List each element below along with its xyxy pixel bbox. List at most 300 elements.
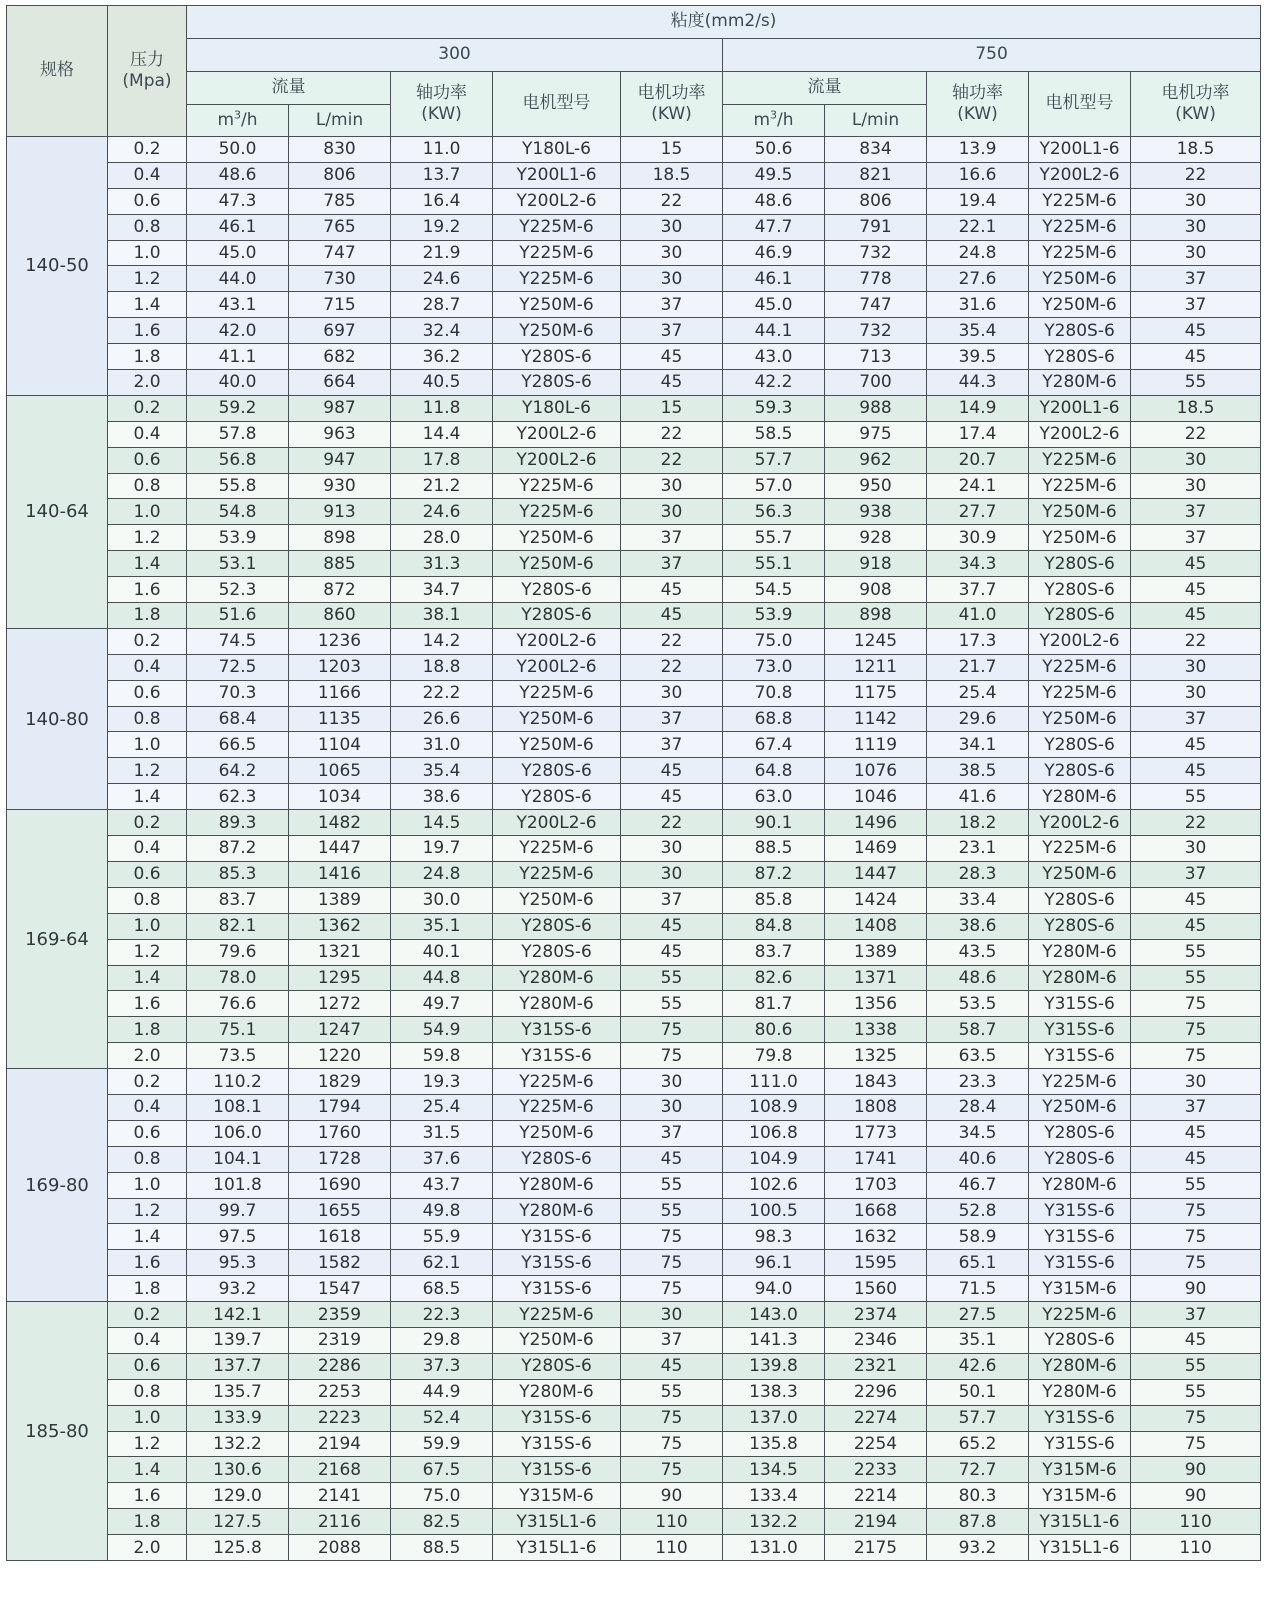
shaft-power-cell: 17.8 (391, 447, 493, 473)
flow-m3h-cell: 134.5 (723, 1457, 825, 1483)
motor-power-unit: (KW) (651, 104, 692, 124)
shaft-power-cell: 18.2 (927, 810, 1029, 836)
flow-m3h-cell: 80.6 (723, 1017, 825, 1043)
flow-lmin-cell: 1632 (825, 1224, 927, 1250)
flow-m3h-cell: 70.3 (187, 680, 289, 706)
motor-model-cell: Y280S-6 (1029, 551, 1131, 577)
flow-m3h-cell: 68.8 (723, 706, 825, 732)
shaft-power-cell: 40.6 (927, 1146, 1029, 1172)
motor-power-cell: 37 (1131, 706, 1261, 732)
flow-lmin-cell: 1272 (289, 991, 391, 1017)
flow-lmin-cell: 947 (289, 447, 391, 473)
pressure-cell: 0.2 (108, 137, 187, 163)
motor-power-cell: 75 (1131, 1405, 1261, 1431)
flow-lmin-cell: 1416 (289, 861, 391, 887)
motor-model-cell: Y225M-6 (1029, 1069, 1131, 1095)
motor-model-cell: Y225M-6 (493, 473, 621, 499)
flow-lmin-cell: 898 (289, 525, 391, 551)
pressure-cell: 1.8 (108, 603, 187, 629)
shaft-power-cell: 65.2 (927, 1431, 1029, 1457)
shaft-power-cell: 54.9 (391, 1017, 493, 1043)
shaft-power-cell: 52.4 (391, 1405, 493, 1431)
motor-model-cell: Y225M-6 (493, 1069, 621, 1095)
table-row (7, 861, 1261, 887)
flow-lmin-header: L/min (825, 105, 927, 137)
motor-power-cell: 110 (621, 1535, 723, 1561)
flow-m3h-cell: 143.0 (723, 1302, 825, 1328)
motor-power-cell: 45 (621, 344, 723, 370)
flow-lmin-cell: 778 (825, 266, 927, 292)
viscosity-300-header: 300 (187, 39, 723, 72)
flow-lmin-cell: 1389 (289, 887, 391, 913)
flow-m3h-cell: 54.8 (187, 499, 289, 525)
spec-group (7, 628, 1261, 809)
table-row (7, 551, 1261, 577)
motor-power-cell: 75 (621, 1250, 723, 1276)
motor-power-cell: 37 (621, 887, 723, 913)
shaft-power-cell: 42.6 (927, 1353, 1029, 1379)
motor-model-cell: Y250M-6 (493, 1120, 621, 1146)
motor-power-cell: 55 (621, 965, 723, 991)
motor-power-cell: 110 (621, 1509, 723, 1535)
flow-lmin-cell: 1447 (825, 861, 927, 887)
table-row (7, 318, 1261, 344)
shaft-power-cell: 49.8 (391, 1198, 493, 1224)
flow-lmin-cell: 1618 (289, 1224, 391, 1250)
pressure-label: 压力 (130, 49, 164, 70)
shaft-power-cell: 38.1 (391, 603, 493, 629)
flow-lmin-cell: 1175 (825, 680, 927, 706)
flow-lmin-cell: 938 (825, 499, 927, 525)
motor-model-cell: Y280M-6 (493, 991, 621, 1017)
table-row (7, 240, 1261, 266)
motor-model-cell: Y225M-6 (493, 499, 621, 525)
table-row (7, 913, 1261, 939)
pressure-cell: 0.4 (108, 654, 187, 680)
flow-m3h-cell: 50.0 (187, 137, 289, 163)
shaft-power-cell: 22.1 (927, 214, 1029, 240)
flow-m3h-cell: 44.0 (187, 266, 289, 292)
flow-lmin-cell: 1371 (825, 965, 927, 991)
shaft-power-cell: 23.1 (927, 836, 1029, 862)
motor-model-cell: Y280S-6 (493, 603, 621, 629)
motor-power-cell: 45 (621, 913, 723, 939)
spec-group (7, 1302, 1261, 1561)
flow-lmin-cell: 747 (289, 240, 391, 266)
motor-power-cell: 75 (1131, 1198, 1261, 1224)
spec-group (7, 395, 1261, 628)
flow-m3h-cell: 138.3 (723, 1379, 825, 1405)
spec-cell: 185-80 (7, 1302, 108, 1561)
motor-power-cell: 37 (1131, 525, 1261, 551)
shaft-power-cell: 21.9 (391, 240, 493, 266)
motor-model-cell: Y280M-6 (1029, 965, 1131, 991)
pressure-cell: 0.8 (108, 887, 187, 913)
shaft-power-cell: 27.5 (927, 1302, 1029, 1328)
flow-m3h-cell: 108.9 (723, 1094, 825, 1120)
table-row (7, 603, 1261, 629)
motor-model-cell: Y315M-6 (493, 1483, 621, 1509)
flow-lmin-cell: 1829 (289, 1069, 391, 1095)
flow-m3h-cell: 87.2 (187, 836, 289, 862)
flow-lmin-cell: 950 (825, 473, 927, 499)
flow-lmin-cell: 1690 (289, 1172, 391, 1198)
motor-power-cell: 55 (1131, 965, 1261, 991)
motor-power-cell: 45 (621, 758, 723, 784)
motor-model-cell: Y315S-6 (1029, 1198, 1131, 1224)
shaft-power-cell: 34.3 (927, 551, 1029, 577)
shaft-power-cell: 21.2 (391, 473, 493, 499)
motor-model-cell: Y315S-6 (493, 1250, 621, 1276)
motor-power-cell: 30 (1131, 214, 1261, 240)
pressure-cell: 1.2 (108, 1198, 187, 1224)
shaft-power-cell: 11.0 (391, 137, 493, 163)
table-row (7, 395, 1261, 421)
motor-power-cell: 22 (1131, 628, 1261, 654)
flow-m3h-cell: 47.7 (723, 214, 825, 240)
motor-power-unit: (KW) (1175, 104, 1216, 124)
shaft-power-cell: 38.5 (927, 758, 1029, 784)
flow-lmin-cell: 791 (825, 214, 927, 240)
motor-model-cell: Y200L2-6 (493, 654, 621, 680)
flow-lmin-cell: 2359 (289, 1302, 391, 1328)
shaft-power-cell: 87.8 (927, 1509, 1029, 1535)
shaft-power-cell: 28.4 (927, 1094, 1029, 1120)
flow-m3h-cell: 94.0 (723, 1276, 825, 1302)
motor-model-cell: Y280S-6 (493, 913, 621, 939)
motor-power-cell: 22 (1131, 421, 1261, 447)
table-row (7, 784, 1261, 810)
flow-lmin-cell: 1560 (825, 1276, 927, 1302)
table-row (7, 1224, 1261, 1250)
shaft-power-cell: 88.5 (391, 1535, 493, 1561)
flow-m3h-cell: 133.4 (723, 1483, 825, 1509)
flow-m3h-cell: 137.0 (723, 1405, 825, 1431)
flow-lmin-cell: 1245 (825, 628, 927, 654)
shaft-power-cell: 24.1 (927, 473, 1029, 499)
pressure-cell: 1.0 (108, 1172, 187, 1198)
pressure-cell: 0.2 (108, 1302, 187, 1328)
spec-group (7, 137, 1261, 396)
motor-model-cell: Y250M-6 (1029, 266, 1131, 292)
flow-lmin-cell: 975 (825, 421, 927, 447)
shaft-power-cell: 52.8 (927, 1198, 1029, 1224)
shaft-power-cell: 63.5 (927, 1043, 1029, 1069)
motor-model-cell: Y250M-6 (493, 292, 621, 318)
shaft-power-cell: 58.7 (927, 1017, 1029, 1043)
motor-model-cell: Y280S-6 (1029, 1146, 1131, 1172)
motor-power-cell: 37 (1131, 861, 1261, 887)
shaft-power-cell: 28.0 (391, 525, 493, 551)
motor-model-cell: Y250M-6 (1029, 292, 1131, 318)
motor-power-cell: 37 (1131, 292, 1261, 318)
motor-power-cell: 30 (621, 680, 723, 706)
spec-header: 规格 (7, 6, 108, 137)
shaft-power-cell: 19.7 (391, 836, 493, 862)
flow-m3h-cell: 83.7 (723, 939, 825, 965)
motor-model-cell: Y280M-6 (493, 1379, 621, 1405)
motor-model-cell: Y200L2-6 (493, 447, 621, 473)
motor-power-cell: 30 (1131, 680, 1261, 706)
motor-power-cell: 75 (1131, 1431, 1261, 1457)
pressure-cell: 1.2 (108, 758, 187, 784)
spec-cell: 169-80 (7, 1069, 108, 1302)
flow-m3h-cell: 89.3 (187, 810, 289, 836)
motor-power-cell: 75 (621, 1431, 723, 1457)
m3h-tail: /h (777, 109, 794, 130)
flow-lmin-cell: 697 (289, 318, 391, 344)
flow-m3h-cell: 110.2 (187, 1069, 289, 1095)
m3h-base: m (753, 109, 771, 130)
flow-lmin-cell: 918 (825, 551, 927, 577)
motor-power-cell: 30 (621, 214, 723, 240)
table-row (7, 1172, 1261, 1198)
motor-power-cell: 45 (621, 577, 723, 603)
flow-lmin-cell: 1408 (825, 913, 927, 939)
flow-m3h-cell: 64.8 (723, 758, 825, 784)
flow-m3h-cell: 106.0 (187, 1120, 289, 1146)
flow-lmin-cell: 682 (289, 344, 391, 370)
motor-power-cell: 37 (1131, 499, 1261, 525)
motor-model-cell: Y225M-6 (1029, 654, 1131, 680)
table-row (7, 965, 1261, 991)
motor-model-cell: Y250M-6 (493, 525, 621, 551)
motor-model-cell: Y225M-6 (493, 861, 621, 887)
flow-m3h-cell: 132.2 (723, 1509, 825, 1535)
motor-power-cell: 75 (621, 1457, 723, 1483)
motor-power-cell: 55 (1131, 1172, 1261, 1198)
flow-lmin-cell: 1482 (289, 810, 391, 836)
shaft-power-cell: 43.5 (927, 939, 1029, 965)
shaft-power-cell: 44.8 (391, 965, 493, 991)
motor-model-cell: Y225M-6 (1029, 447, 1131, 473)
pressure-cell: 1.0 (108, 732, 187, 758)
motor-power-cell: 30 (1131, 188, 1261, 214)
flow-lmin-cell: 821 (825, 162, 927, 188)
motor-power-cell: 37 (621, 318, 723, 344)
spec-cell: 140-80 (7, 628, 108, 809)
shaft-power-cell: 59.8 (391, 1043, 493, 1069)
motor-model-cell: Y200L1-6 (1029, 395, 1131, 421)
flow-m3h-header (723, 105, 825, 137)
pressure-cell: 1.4 (108, 784, 187, 810)
motor-model-cell: Y280S-6 (493, 784, 621, 810)
flow-m3h-cell: 73.5 (187, 1043, 289, 1069)
motor-model-cell: Y280S-6 (1029, 758, 1131, 784)
table-row (7, 266, 1261, 292)
motor-power-cell: 37 (621, 732, 723, 758)
shaft-power-cell: 35.1 (927, 1327, 1029, 1353)
pressure-cell: 1.4 (108, 965, 187, 991)
flow-m3h-cell: 130.6 (187, 1457, 289, 1483)
shaft-power-cell: 37.6 (391, 1146, 493, 1172)
m3h-sup: 3 (770, 108, 778, 122)
shaft-power-cell: 50.1 (927, 1379, 1029, 1405)
motor-model-cell: Y315S-6 (1029, 1431, 1131, 1457)
pressure-cell: 0.6 (108, 680, 187, 706)
pressure-cell: 1.0 (108, 1405, 187, 1431)
flow-lmin-cell: 1236 (289, 628, 391, 654)
shaft-power-cell: 24.6 (391, 499, 493, 525)
motor-power-cell: 45 (1131, 887, 1261, 913)
table-row (7, 1483, 1261, 1509)
shaft-power-cell: 31.0 (391, 732, 493, 758)
flow-lmin-cell: 830 (289, 137, 391, 163)
flow-m3h-cell: 135.8 (723, 1431, 825, 1457)
pressure-cell: 0.4 (108, 1094, 187, 1120)
flow-m3h-cell: 53.9 (723, 603, 825, 629)
shaft-power-cell: 13.9 (927, 137, 1029, 163)
motor-model-cell: Y280M-6 (493, 965, 621, 991)
flow-lmin-cell: 1595 (825, 1250, 927, 1276)
motor-model-cell: Y225M-6 (493, 1094, 621, 1120)
motor-power-cell: 90 (621, 1483, 723, 1509)
flow-m3h-cell: 42.2 (723, 370, 825, 396)
shaft-power-cell: 37.7 (927, 577, 1029, 603)
flow-lmin-cell: 1547 (289, 1276, 391, 1302)
table-row (7, 758, 1261, 784)
motor-power-cell: 30 (621, 1302, 723, 1328)
motor-model-cell: Y200L2-6 (1029, 628, 1131, 654)
motor-power-cell: 45 (621, 603, 723, 629)
motor-power-cell: 37 (621, 551, 723, 577)
motor-power-cell: 37 (1131, 266, 1261, 292)
shaft-power-cell: 75.0 (391, 1483, 493, 1509)
flow-m3h-cell: 53.1 (187, 551, 289, 577)
motor-power-cell: 45 (1131, 758, 1261, 784)
pressure-cell: 1.4 (108, 1457, 187, 1483)
motor-power-header (1131, 72, 1261, 137)
table-row (7, 1327, 1261, 1353)
motor-power-cell: 45 (1131, 1120, 1261, 1146)
flow-lmin-cell: 2254 (825, 1431, 927, 1457)
flow-lmin-cell: 1424 (825, 887, 927, 913)
table-row (7, 1457, 1261, 1483)
flow-m3h-cell: 49.5 (723, 162, 825, 188)
pressure-cell: 1.8 (108, 344, 187, 370)
flow-lmin-cell: 1203 (289, 654, 391, 680)
table-row (7, 499, 1261, 525)
table-row (7, 991, 1261, 1017)
motor-power-cell: 37 (621, 1327, 723, 1353)
shaft-power-cell: 22.3 (391, 1302, 493, 1328)
shaft-power-cell: 16.6 (927, 162, 1029, 188)
table-row (7, 939, 1261, 965)
shaft-power-cell: 28.7 (391, 292, 493, 318)
pressure-cell: 0.8 (108, 1379, 187, 1405)
table-row (7, 1198, 1261, 1224)
pressure-cell: 0.6 (108, 1120, 187, 1146)
motor-model-cell: Y250M-6 (493, 551, 621, 577)
table-row (7, 421, 1261, 447)
motor-model-cell: Y200L2-6 (493, 421, 621, 447)
table-row (7, 887, 1261, 913)
pressure-cell: 0.6 (108, 447, 187, 473)
flow-m3h-cell: 63.0 (723, 784, 825, 810)
shaft-power-cell: 14.9 (927, 395, 1029, 421)
pressure-cell: 1.2 (108, 1431, 187, 1457)
motor-model-cell: Y315S-6 (493, 1224, 621, 1250)
flow-lmin-cell: 987 (289, 395, 391, 421)
shaft-power-cell: 59.9 (391, 1431, 493, 1457)
motor-power-cell: 18.5 (1131, 395, 1261, 421)
motor-power-cell: 22 (621, 447, 723, 473)
motor-power-cell: 55 (621, 991, 723, 1017)
motor-model-cell: Y315S-6 (493, 1043, 621, 1069)
shaft-power-cell: 25.4 (927, 680, 1029, 706)
motor-model-cell: Y280S-6 (1029, 1327, 1131, 1353)
flow-lmin-cell: 1356 (825, 991, 927, 1017)
shaft-power-cell: 82.5 (391, 1509, 493, 1535)
flow-lmin-cell: 2253 (289, 1379, 391, 1405)
flow-lmin-cell: 2194 (289, 1431, 391, 1457)
motor-model-cell: Y280M-6 (493, 1172, 621, 1198)
pressure-cell: 1.2 (108, 266, 187, 292)
pressure-cell: 0.6 (108, 1353, 187, 1379)
flow-lmin-cell: 2175 (825, 1535, 927, 1561)
motor-model-cell: Y225M-6 (1029, 1302, 1131, 1328)
motor-power-cell: 45 (621, 784, 723, 810)
flow-m3h-cell: 78.0 (187, 965, 289, 991)
motor-model-cell: Y280S-6 (493, 1146, 621, 1172)
shaft-power-cell: 68.5 (391, 1276, 493, 1302)
motor-power-cell: 55 (621, 1198, 723, 1224)
flow-m3h-cell: 84.8 (723, 913, 825, 939)
flow-lmin-cell: 2088 (289, 1535, 391, 1561)
motor-power-cell: 45 (621, 939, 723, 965)
flow-m3h-cell: 62.3 (187, 784, 289, 810)
flow-m3h-cell: 55.8 (187, 473, 289, 499)
flow-m3h-cell: 141.3 (723, 1327, 825, 1353)
flow-lmin-cell: 1135 (289, 706, 391, 732)
flow-m3h-cell: 104.1 (187, 1146, 289, 1172)
shaft-power-cell: 32.4 (391, 318, 493, 344)
motor-model-cell: Y280M-6 (493, 1198, 621, 1224)
flow-m3h-cell: 93.2 (187, 1276, 289, 1302)
pressure-cell: 0.6 (108, 188, 187, 214)
spec-group (7, 810, 1261, 1069)
motor-model-cell: Y250M-6 (1029, 706, 1131, 732)
motor-model-cell: Y250M-6 (493, 1327, 621, 1353)
shaft-power-cell: 36.2 (391, 344, 493, 370)
motor-power-label: 电机功率 (637, 82, 706, 103)
flow-lmin-cell: 1703 (825, 1172, 927, 1198)
motor-model-cell: Y315S-6 (1029, 1405, 1131, 1431)
flow-m3h-cell: 43.0 (723, 344, 825, 370)
motor-power-cell: 55 (621, 1379, 723, 1405)
motor-model-cell: Y250M-6 (1029, 499, 1131, 525)
table-row (7, 1120, 1261, 1146)
pressure-cell: 1.4 (108, 292, 187, 318)
flow-m3h-cell: 133.9 (187, 1405, 289, 1431)
motor-model-cell: Y180L-6 (493, 395, 621, 421)
shaft-power-cell: 30.0 (391, 887, 493, 913)
flow-lmin-cell: 1794 (289, 1094, 391, 1120)
flow-lmin-cell: 1469 (825, 836, 927, 862)
shaft-power-cell: 14.5 (391, 810, 493, 836)
motor-power-cell: 22 (621, 421, 723, 447)
motor-power-cell: 30 (621, 861, 723, 887)
table-row (7, 1276, 1261, 1302)
viscosity-750-header: 750 (723, 39, 1261, 72)
shaft-power-cell: 46.7 (927, 1172, 1029, 1198)
motor-power-cell: 30 (621, 499, 723, 525)
pressure-cell: 0.4 (108, 421, 187, 447)
flow-lmin-cell: 908 (825, 577, 927, 603)
flow-lmin-cell: 1338 (825, 1017, 927, 1043)
table-row (7, 137, 1261, 163)
table-row (7, 836, 1261, 862)
